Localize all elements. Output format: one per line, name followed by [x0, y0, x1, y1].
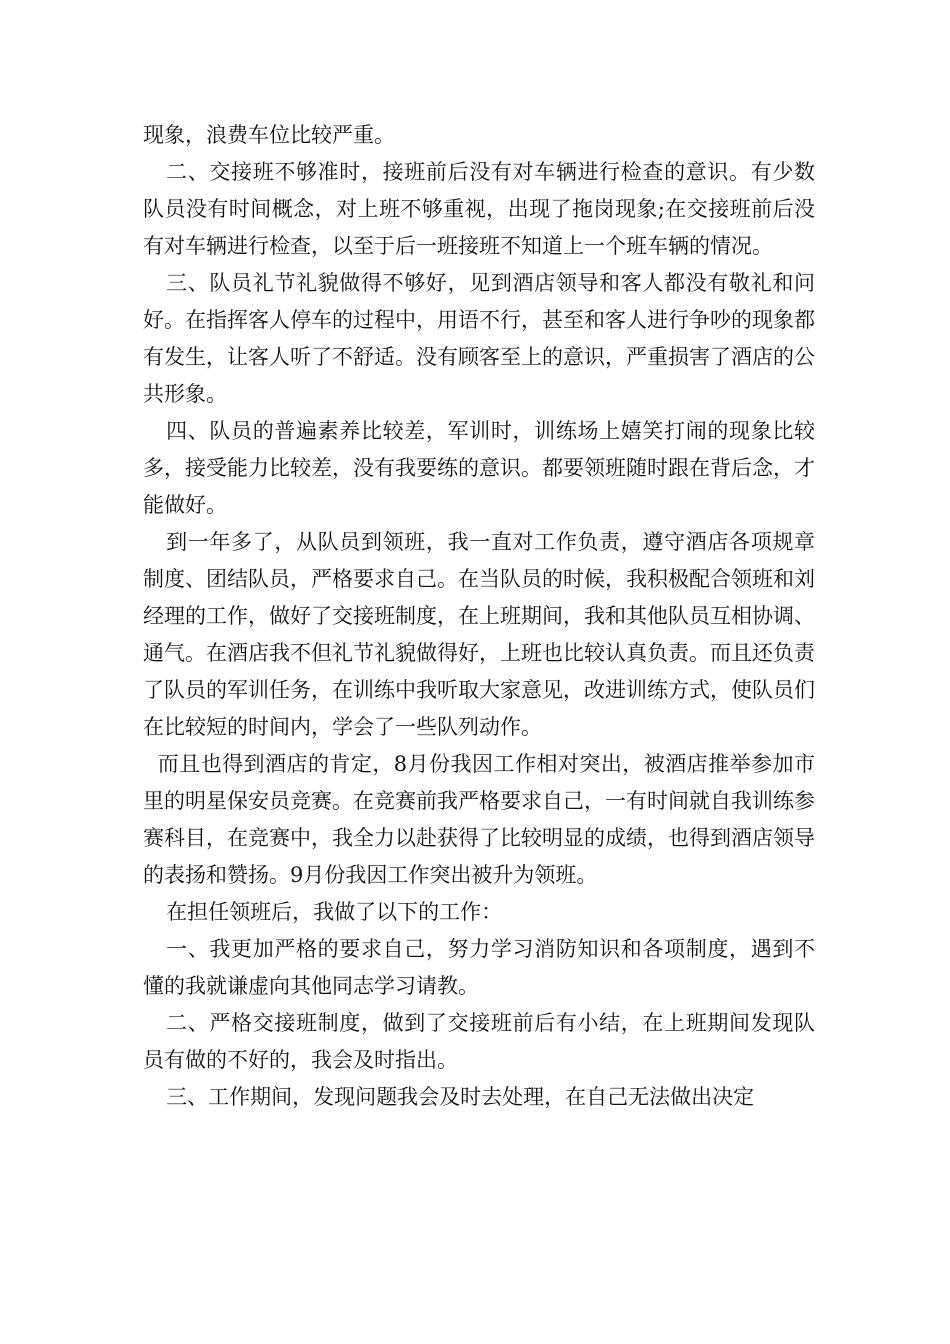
- paragraph-continuation: 现象，浪费车位比较严重。: [143, 123, 395, 147]
- paragraph-work-1: 一、我更加严格的要求自己，努力学习消防知识和各项制度，遇到不懂的我就谦虚向其他同志学习请教。: [143, 937, 815, 998]
- paragraph-one-year: 到一年多了，从队员到领班，我一直对工作负责，遵守酒店各项规章制度、团结队员，严格要求自己。在当队员的时候，我积极配合领班和刘经理的工作，做好了交接班制度，在上班期间，我和其他队员互相协调、通气。在酒店我不但礼节礼貌做得好，上班也比较认真负责。而且还负责了队员的军训任务，在训练中我听取大家意见，改进训练方式，使队员们在比较短的时间内，学会了一些队列动作。: [143, 530, 815, 739]
- document-body: [143, 117, 815, 1116]
- paragraph-item-3: 三、队员礼节礼貌做得不够好，见到酒店领导和客人都没有敬礼和问好。在指挥客人停车的过程中，用语不行，甚至和客人进行争吵的现象都有发生，让客人听了不舒适。没有顾客至上的意识，严重损害了酒店的公共形象。: [143, 271, 815, 406]
- paragraph-work-2: 二、严格交接班制度，做到了交接班前后有小结，在上班期间发现队员有做的不好的，我会及时指出。: [143, 1011, 815, 1072]
- paragraph-recognition: 而且也得到酒店的肯定，8月份我因工作相对突出，被酒店推举参加市里的明星保安员竞赛。在竞赛前我严格要求自己，一有时间就自我训练参赛科目，在竞赛中，我全力以赴获得了比较明显的成绩，也得到酒店领导的表扬和赞扬。9月份我因工作突出被升为领班。: [143, 752, 815, 887]
- paragraph-work-3: 三、工作期间，发现问题我会及时去处理，在自己无法做出决定: [166, 1085, 755, 1109]
- paragraph-item-2: 二、交接班不够准时，接班前后没有对车辆进行检查的意识。有少数队员没有时间概念，对上班不够重视，出现了拖岗现象;在交接班前后没有对车辆进行检查，以至于后一班接班不知道上一个班车辆的情况。: [143, 160, 815, 258]
- paragraph-leader-intro: 在担任领班后，我做了以下的工作：: [166, 900, 503, 924]
- paragraph-item-4: 四、队员的普遍素养比较差，军训时，训练场上嬉笑打闹的现象比较多，接受能力比较差，没有我要练的意识。都要领班随时跟在背后念，才能做好。: [143, 419, 815, 517]
